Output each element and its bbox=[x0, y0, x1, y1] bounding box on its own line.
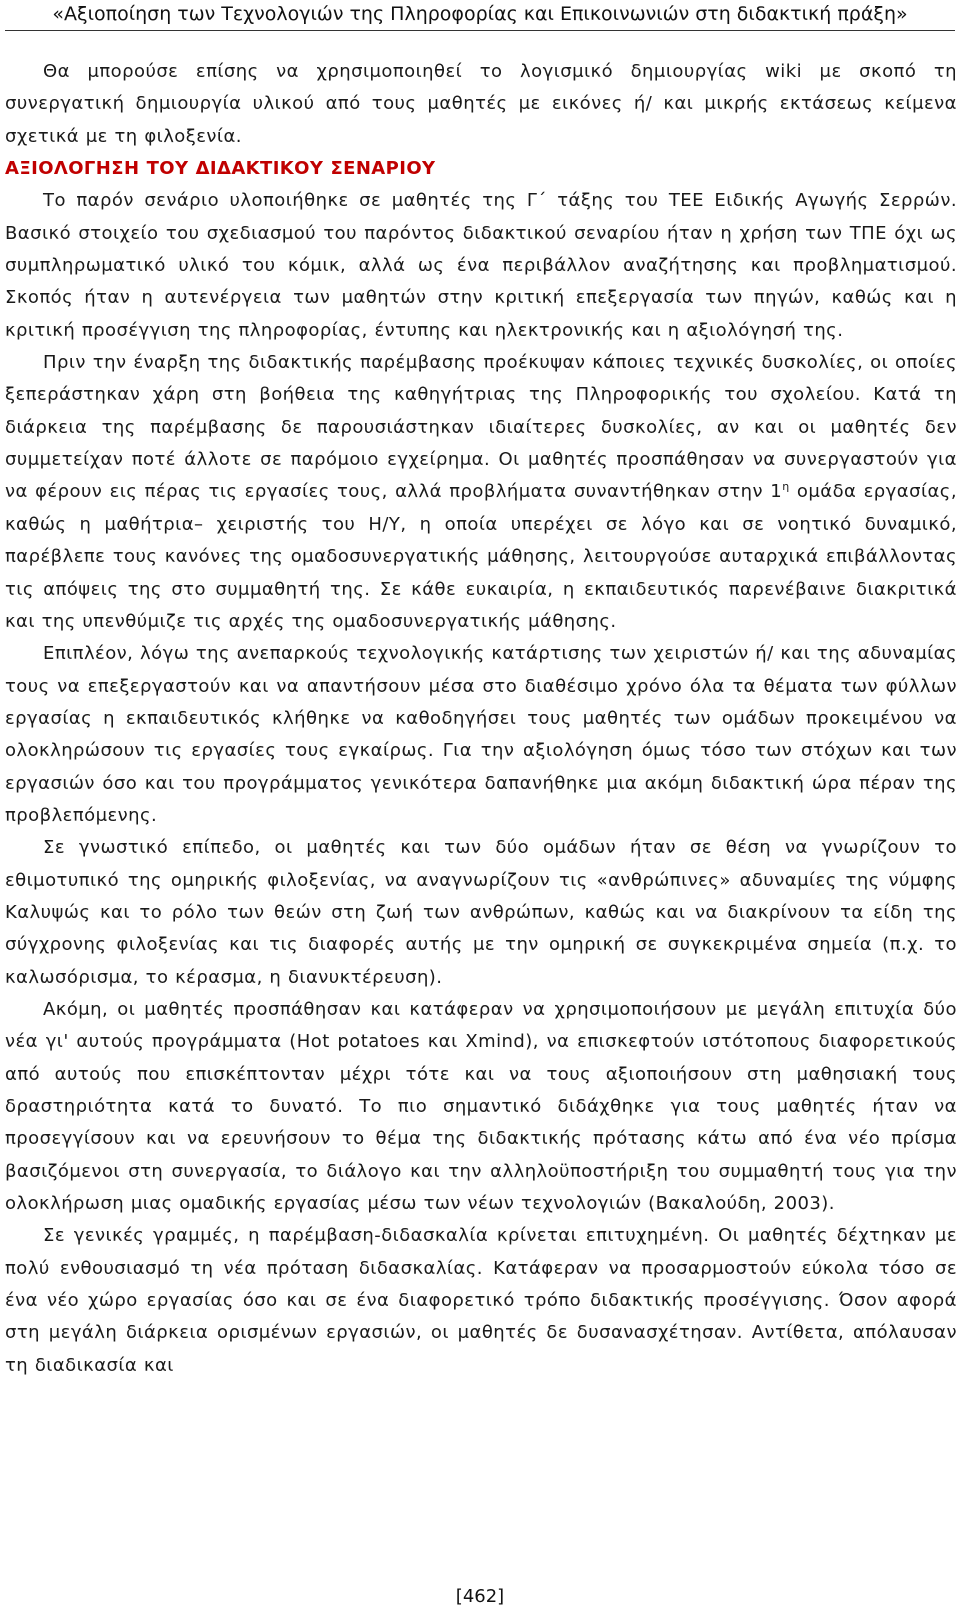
paragraph-2-text-end: ομάδα εργασίας, καθώς η μαθήτρια– χειριστής του Η/Υ, η οποία υπερέχει σε λόγο και σε νοητικό δυναμικό, παρέβλεπε τους κανόνες της ομαδοσυνεργατικής μάθησης, λειτουργούσε αυταρχικά επιβάλλοντας τις απόψεις της στο συμμαθητή της. Σε κάθε ευκαιρία, η εκπαιδευτικός παρενέβαινε διακριτικά και της υπενθύμιζε τις αρχές της ομαδοσυνεργατικής μάθησης. bbox=[5, 481, 957, 632]
body-text bbox=[5, 56, 957, 1382]
header-divider bbox=[5, 30, 955, 31]
paragraph-5: Ακόμη, οι μαθητές προσπάθησαν και κατάφεραν να χρησιμοποιήσουν με μεγάλη επιτυχία δύο νέα γι' αυτούς προγράμματα (Hot potatoes και Xmind), να επισκεφτούν ιστότοπους διαφορετικούς από αυτούς που επισκέπτονταν μέχρι τότε και να τους αξιοποιήσουν στη μαθησιακή τους δραστηριότητα κατά το δυνατό. Το πιο σημαντικό διδάχθηκε για τους μαθητές ήταν να προσεγγίσουν και να ερευνήσουν το θέμα της διδακτικής πρότασης κάτω από ένα νέο πρίσμα βασιζόμενοι στη συνεργασία, το διάλογο και την αλληλοϋποστήριξη του συμμαθητή τους για την ολοκλήρωση μιας ομαδικής εργασίας μέσω των νέων τεχνολογιών (Βακαλούδη, 2003). bbox=[5, 998, 957, 1215]
paragraph-2-text-start: Πριν την έναρξη της διδακτικής παρέμβασης προέκυψαν κάποιες τεχνικές δυσκολίες, οι οποίες ξεπεράστηκαν χάρη στη βοήθεια της καθηγήτριας της Πληροφορικής του σχολείου. Κατά τη διάρκεια της παρέμβασης δε παρουσιάστηκαν ιδιαίτερες δυσκολίες, αν και οι μαθητές δεν συμμετείχαν ποτέ άλλοτε σε παρόμοιο εγχείρημα. Οι μαθητές προσπάθησαν να συνεργαστούν για να φέρουν εις πέρας τις εργασίες τους, αλλά προβλήματα συναντήθηκαν στην 1 bbox=[5, 352, 957, 503]
paragraph-4: Σε γνωστικό επίπεδο, οι μαθητές και των δύο ομάδων ήταν σε θέση να γνωρίζουν το εθιμοτυπικό της ομηρικής φιλοξενίας, να αναγνωρίζουν τις «ανθρώπινες» αδυναμίες της νύμφης Καλυψώς και το ρόλο των θεών στη ζωή των ανθρώπων, καθώς και να διακρίνουν τα είδη της σύγχρονης φιλοξενίας και τις διαφορές αυτής με την ομηρική σε συγκεκριμένα σημεία (π.χ. το καλωσόρισμα, το κέρασμα, η διανυκτέρευση). bbox=[5, 837, 957, 988]
paragraph-6: Σε γενικές γραμμές, η παρέμβαση-διδασκαλία κρίνεται επιτυχημένη. Οι μαθητές δέχτηκαν με πολύ ενθουσιασμό τη νέα πρόταση διδασκαλίας. Κατάφεραν να προσαρμοστούν εύκολα τόσο σε ένα νέο χώρο εργασίας όσο και σε ένα διαφορετικό τρόπο διδακτικής προσέγγισης. Όσον αφορά στη μεγάλη διάρκεια ορισμένων εργασιών, οι μαθητές δε δυσανασχέτησαν. Αντίθετα, απόλαυσαν τη διαδικασία και bbox=[5, 1225, 957, 1376]
running-header: «Αξιοποίηση των Τεχνολογιών της Πληροφορίας και Επικοινωνιών στη διδακτική πράξη» bbox=[52, 3, 908, 25]
ordinal-superscript: η bbox=[782, 480, 790, 494]
paragraph-1: Το παρόν σενάριο υλοποιήθηκε σε μαθητές της Γ΄ τάξης του ΤΕΕ Ειδικής Αγωγής Σερρών. Βασικό στοιχείο του σχεδιασμού του παρόντος διδακτικού σεναρίου ήταν η χρήση των ΤΠΕ όχι ως συμπληρωματικό υλικό του κόμικ, αλλά ως ένα περιβάλλον αναζήτησης και προβληματισμού. Σκοπός ήταν η αυτενέργεια των μαθητών στην κριτική επεξεργασία των πηγών, καθώς και η κριτική προσέγγιση της πληροφορίας, έντυπης και ηλεκτρονικής και η αξιολόγησή της. bbox=[5, 190, 957, 341]
paragraph-3: Επιπλέον, λόγω της ανεπαρκούς τεχνολογικής κατάρτισης των χειριστών ή/ και της αδυναμίας τους να επεξεργαστούν και να απαντήσουν μέσα στο διαθέσιμο χρόνο όλα τα θέματα των φύλλων εργασίας η εκπαιδευτικός κλήθηκε να καθοδηγήσει τους μαθητές των ομάδων προκειμένου να ολοκληρώσουν τις εργασίες τους εγκαίρως. Για την αξιολόγηση όμως τόσο των στόχων και των εργασιών όσο και του προγράμματος γενικότερα δαπανήθηκε μια ακόμη διδακτική ώρα πέραν της προβλεπόμενης. bbox=[5, 643, 957, 826]
section-heading: ΑΞΙΟΛΟΓΗΣΗ ΤΟΥ ΔΙΔΑΚΤΙΚΟΥ ΣΕΝΑΡΙΟΥ bbox=[5, 158, 436, 180]
paragraph-2 bbox=[5, 347, 957, 638]
page-number: [462] bbox=[455, 1586, 505, 1607]
intro-paragraph: Θα μπορούσε επίσης να χρησιμοποιηθεί το λογισμικό δημιουργίας wiki με σκοπό τη συνεργατική δημιουργία υλικού από τους μαθητές με εικόνες ή/ και μικρής εκτάσεως κείμενα σχετικά με τη φιλοξενία. bbox=[5, 61, 957, 147]
